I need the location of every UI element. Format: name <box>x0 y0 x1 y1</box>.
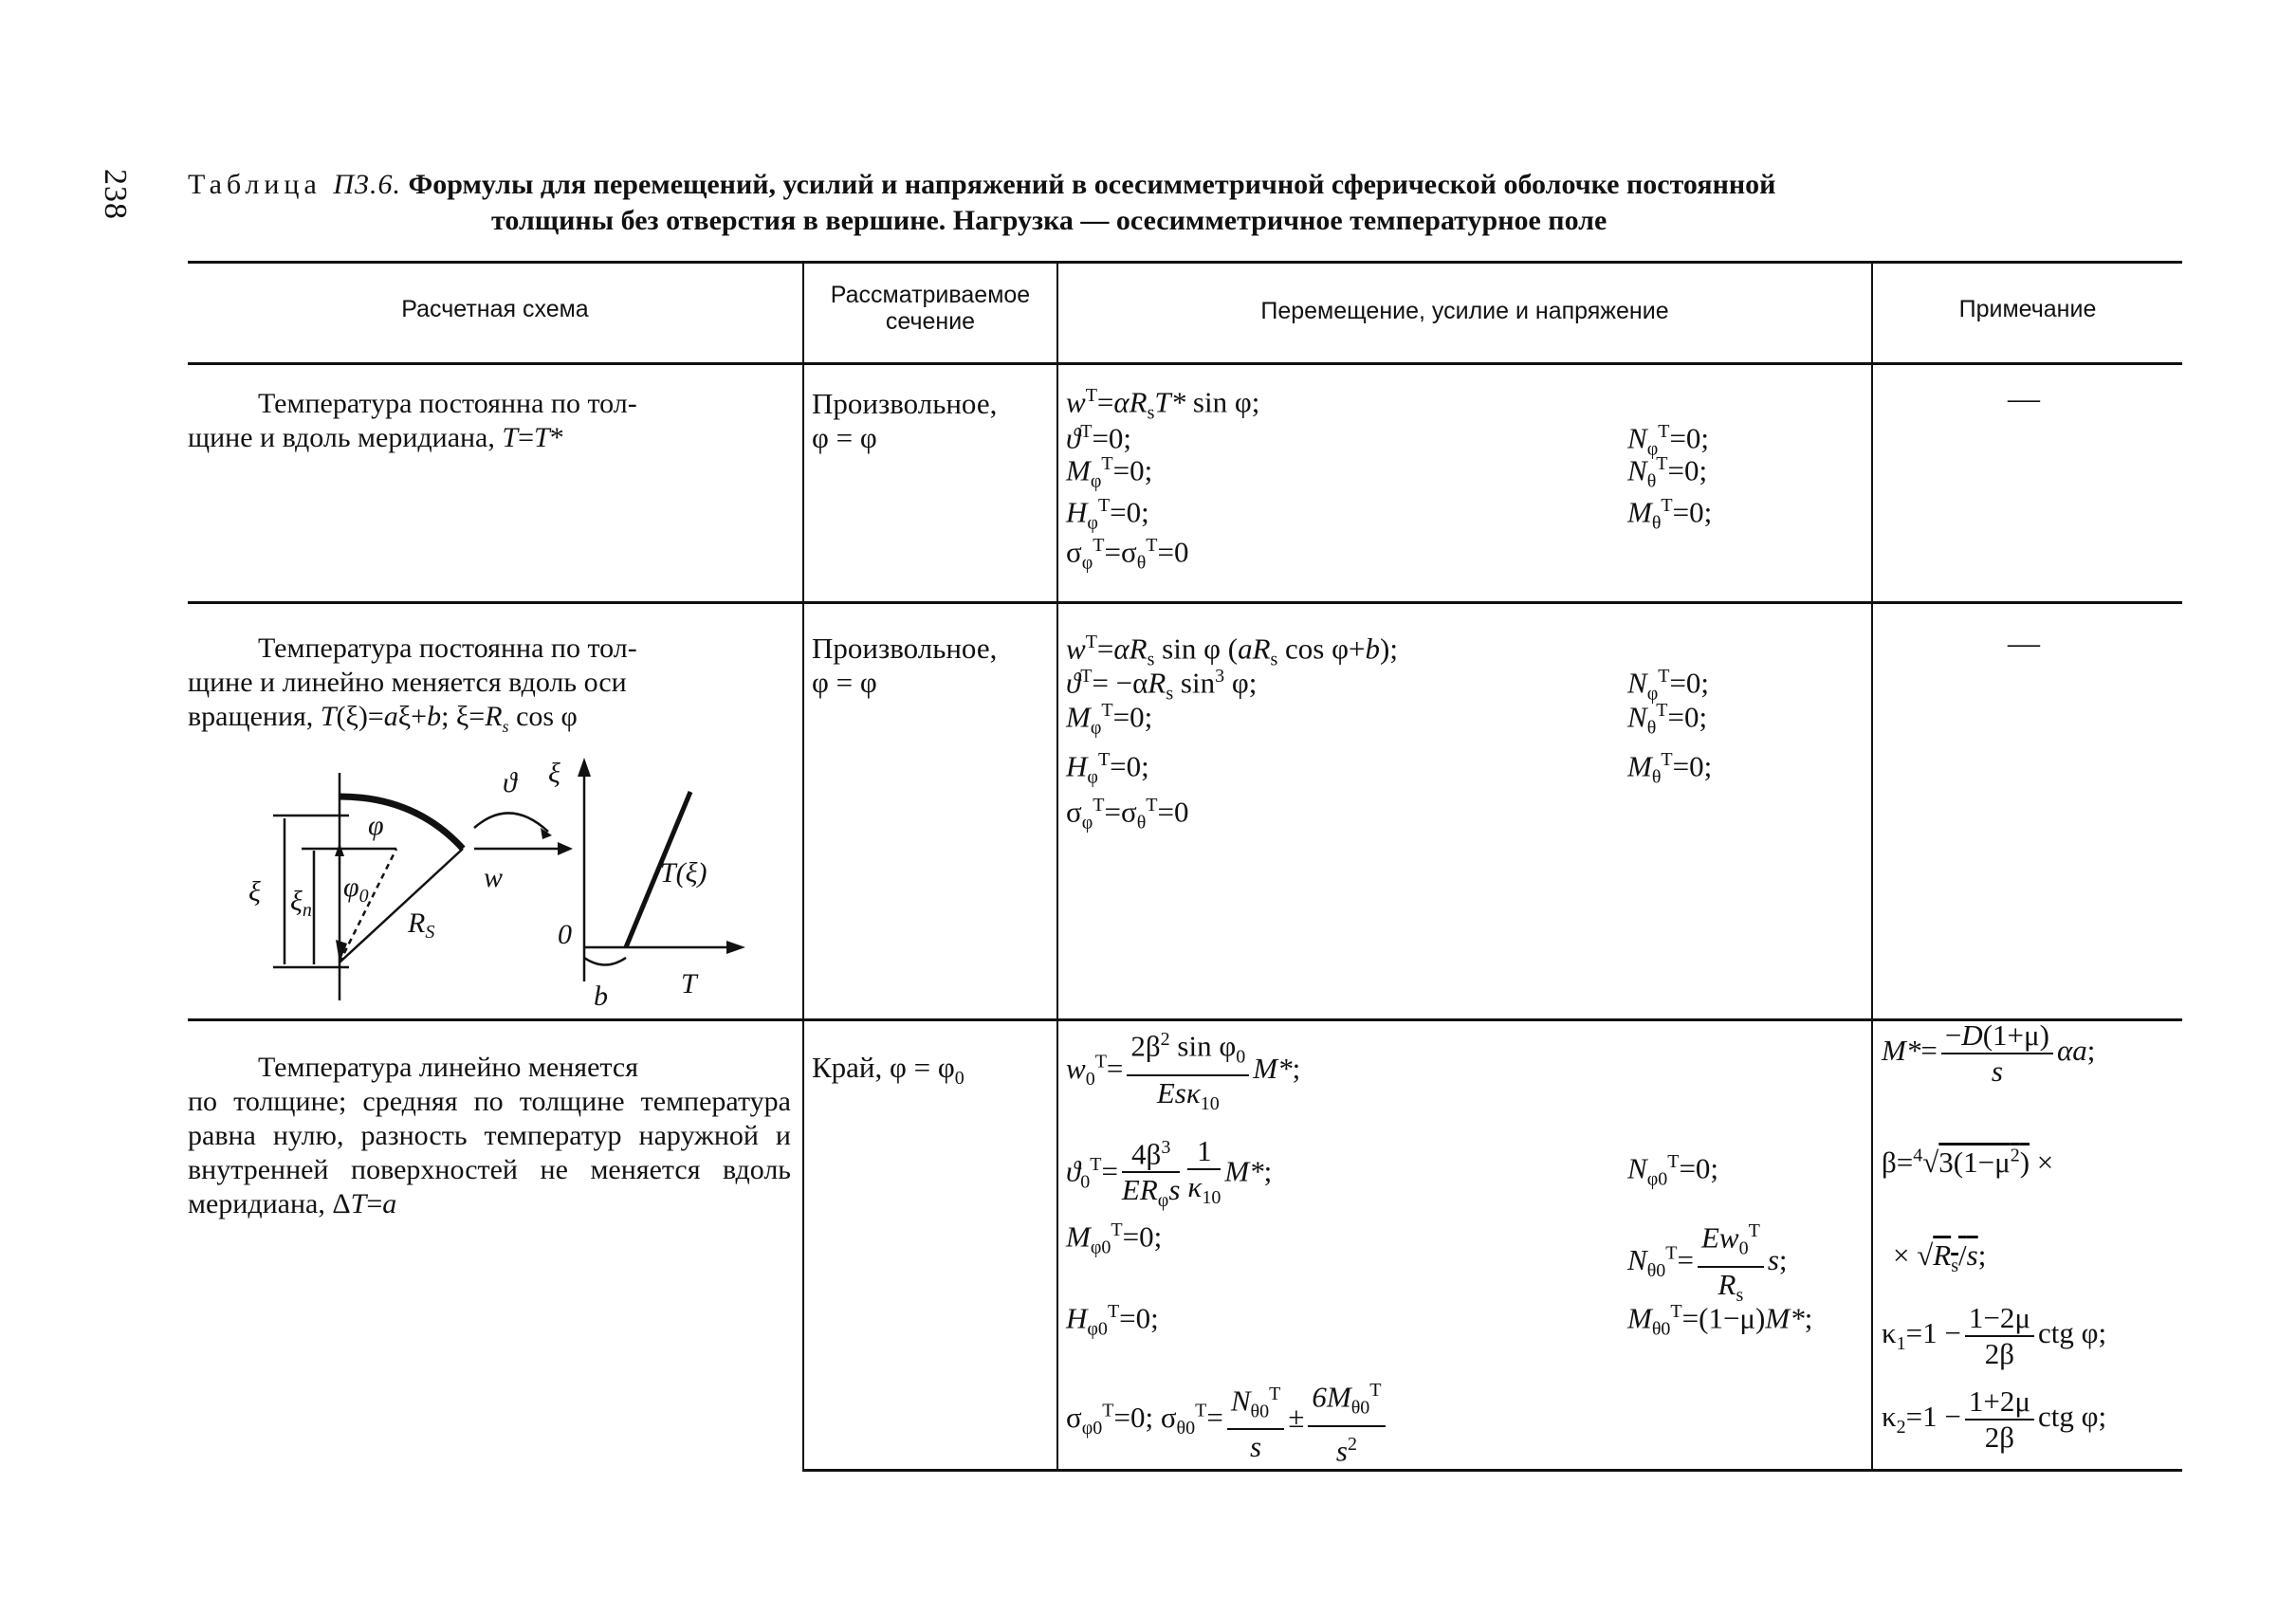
label-xi-axis: ξ <box>548 758 560 789</box>
b-brace <box>584 958 626 965</box>
caption-label: Таблица П3.6. <box>188 169 401 200</box>
row3-formula-w: $w_0^T=$ $\frac{2\beta^2 \sin \varphi_0}{Es\kappa_{10}}$ M*; <box>1066 1022 1300 1121</box>
row1-formula-M-theta: $M_\theta^T=0$; <box>1627 495 1713 534</box>
row2-formula-theta: $ϑ^T= -\alpha R_s$ $\sin^3 \varphi$; <box>1066 666 1258 705</box>
label-zero: 0 <box>558 919 572 950</box>
row2-note: — <box>2008 626 2040 661</box>
row3-note-M: M*= $\frac{-D(1+\mu)}{s}$ αa; <box>1882 1018 2096 1088</box>
row1-bottom-rule <box>188 601 2182 604</box>
col-divider-3 <box>1871 261 1873 1472</box>
row2-formula-sigma: $\sigma_\varphi^T=\sigma_\theta^T=0$ <box>1066 795 1189 834</box>
label-phi: φ <box>368 810 384 841</box>
row3-note-beta: $\beta=^4√3(1-\mu^2)$ × <box>1882 1146 2054 1180</box>
label-theta: ϑ <box>503 767 517 798</box>
row3-formula-N-phi: $N_{\varphi 0}^T=0$; <box>1627 1151 1719 1190</box>
row3-condition: Температура линейно меняется по толщине; средняя по толщине температура равна нулю, разность температур наружной и внутренней поверхностей не меняется вдоль меридиана, ΔT=a <box>188 1052 791 1219</box>
row1-formula-sigma: $\sigma_\varphi^T=\sigma_\theta^T=0$ <box>1066 535 1189 574</box>
row1-formula-theta: $ϑ^T=0$; <box>1066 421 1132 455</box>
row3-formula-N-theta: $N_{\theta 0}^T=$ $\frac{Ew_0^T}{R_s}$ s; <box>1627 1214 1788 1312</box>
label-T-axis: T <box>681 968 697 999</box>
label-w: w <box>484 862 504 893</box>
row1-section: Произвольное, φ = φ <box>812 387 998 454</box>
header-scheme: Расчетная схема <box>401 296 589 322</box>
w-arrowhead <box>558 842 573 855</box>
row2-condition: Температура постоянна по тол- щине и линейно меняется вдоль оси вращения, T(ξ)=aξ+b; $\xi=R_s$ cos φ <box>188 632 637 736</box>
row3-note-beta-cont: × $√R_s/s$; <box>1893 1238 1987 1277</box>
table-caption <box>188 167 2179 239</box>
caption-title-line1: Формулы для перемещений, усилий и напряжений в осесимметричной сферической оболочке постоянной <box>408 169 1776 200</box>
row3-formula-H: $H_{\varphi 0}^T=0$; <box>1066 1301 1159 1340</box>
row2-section: Произвольное, φ = φ <box>812 632 998 699</box>
row3-section: Край, $\varphi = \varphi_0$ <box>812 1051 964 1090</box>
row3-note-kappa1: $\kappa_1=1$ − $\frac{1-2\mu}{2\beta}$ ctg φ; <box>1882 1301 2107 1370</box>
row3-note-kappa2: $\kappa_2=1$ − $\frac{1+2\mu}{2\beta}$ ctg φ; <box>1882 1384 2107 1454</box>
xi-arrowhead <box>578 758 591 777</box>
row2-formula-N-phi: $N_\varphi^T=0$; <box>1627 666 1710 705</box>
label-xi: ξ <box>248 876 261 907</box>
row1-condition: Температура постоянна по тол- щине и вдоль меридиана, T=T* <box>188 388 637 453</box>
row3-formula-M-phi: $M_{\varphi 0}^T=0$; <box>1066 1219 1163 1258</box>
caption-title-line2: толщины без отверстия в вершине. Нагрузка — осесимметричное температурное поле <box>491 205 1607 236</box>
label-T-xi: T(ξ) <box>660 857 707 889</box>
page-number: 238 <box>98 169 133 220</box>
col-divider-2 <box>1056 261 1058 1472</box>
header-bottom-rule <box>188 362 2182 365</box>
row1-formula-N-phi: $N_\varphi^T=0$; <box>1627 421 1710 460</box>
label-xin: $\xi_n$ <box>290 886 312 921</box>
label-phi0: $\varphi_0$ <box>343 871 369 907</box>
row1-note: — <box>2008 381 2040 416</box>
header-note: Примечание <box>1958 296 2097 322</box>
row3-formula-sigma: $\sigma_{\varphi 0}^T=0$; $\sigma_{\theta 0}^T=$ $\frac{N_{\theta 0}^T}{s}$ ± $\frac{6M_{\theta 0}^T}{s^2}$ <box>1066 1373 1389 1468</box>
T-arrowhead <box>726 941 745 954</box>
radius-line <box>340 849 463 962</box>
header-section: Рассматриваемое сечение <box>830 282 1031 335</box>
shell-scheme-figure <box>235 744 747 1019</box>
row1-formula-M-phi: $M_\varphi^T=0$; <box>1066 453 1153 492</box>
col-divider-1 <box>802 261 804 1472</box>
label-Rs: $R_S$ <box>408 907 435 943</box>
theta-arrow <box>474 813 548 832</box>
header-formulas: Перемещение, усилие и напряжение <box>1260 298 1669 324</box>
row3-formula-theta: $ϑ_0^T=$ $\frac{4\beta^3}{ER_\varphi s}$ $\frac{1}{\kappa_{10}}$ M*; <box>1066 1130 1272 1219</box>
row1-formula-N-theta: $N_\theta^T=0$; <box>1627 453 1708 492</box>
row2-formula-N-theta: $N_\theta^T=0$; <box>1627 700 1708 739</box>
table-bottom-rule <box>802 1469 2182 1472</box>
row2-formula-M-theta: $M_\theta^T=0$; <box>1627 749 1713 788</box>
row2-formula-w: $w^T=\alpha R_s$ sin φ ($aR_s$ cos φ+b); <box>1066 632 1398 670</box>
table-top-rule <box>188 261 2182 264</box>
label-b: b <box>594 981 608 1012</box>
row3-formula-M-theta: $M_{\theta 0}^T=(1-\mu)M*$; <box>1627 1301 1813 1340</box>
shell-arc <box>340 797 463 849</box>
row1-formula-w: $w^T=\alpha R_sT*$ sin φ; <box>1066 385 1260 424</box>
row1-formula-H: $H_\varphi^T=0$; <box>1066 495 1149 534</box>
row2-formula-H: $H_\varphi^T=0$; <box>1066 749 1149 788</box>
row2-formula-M-phi: $M_\varphi^T=0$; <box>1066 700 1153 739</box>
